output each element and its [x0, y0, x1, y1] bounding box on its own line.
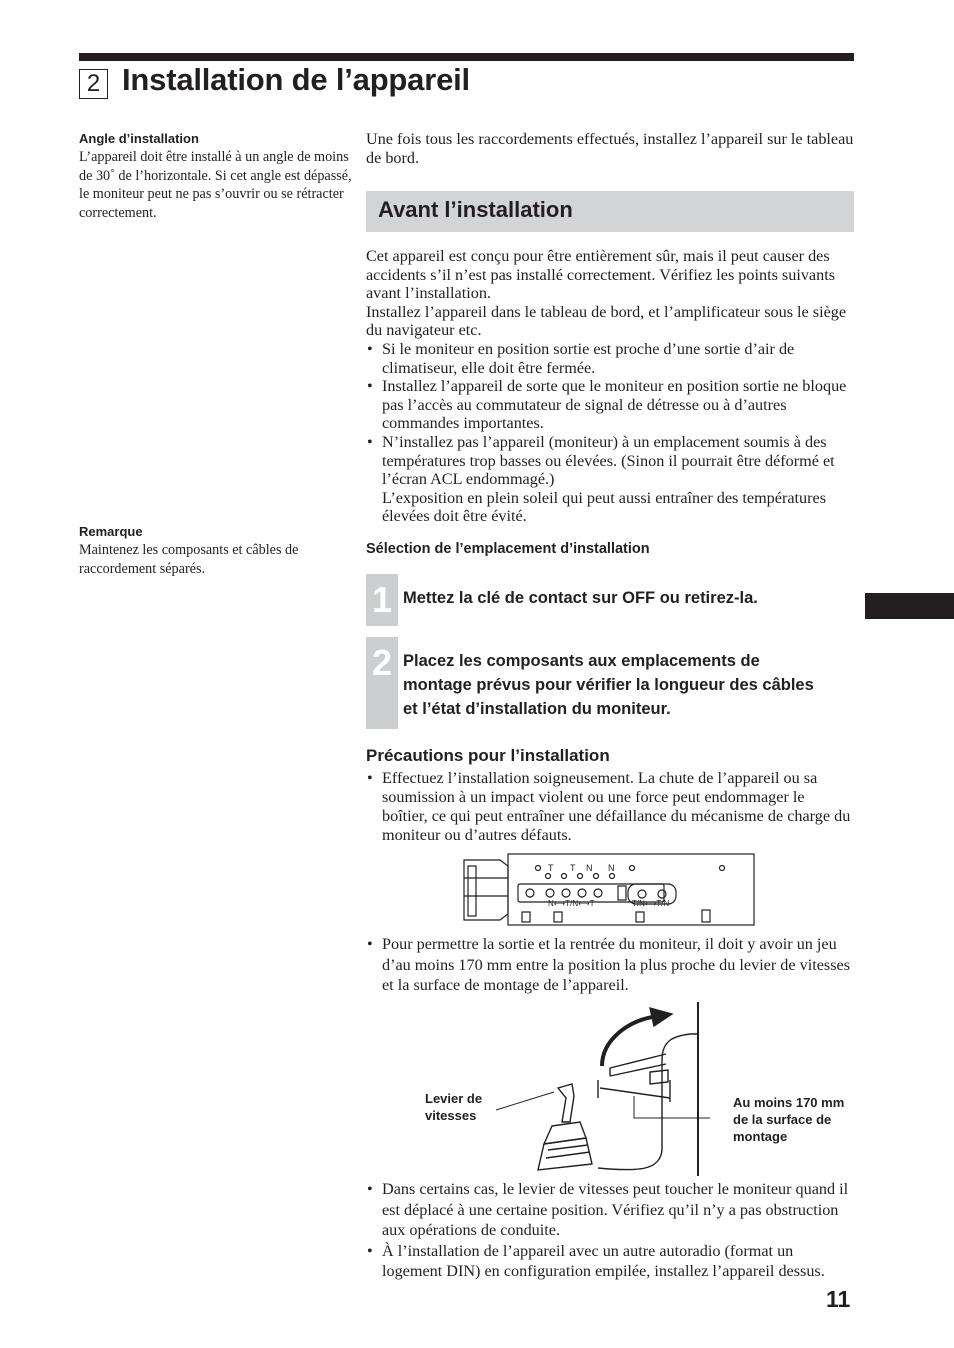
angle-text: L’appareil doit être installé à un angle de moins de 30˚ de l’horizontale. Si cet angle est dépassé, le moniteur peut ne pas s’ouvrir ou se rétracter correctement.: [79, 149, 352, 221]
band-title: Avant l’installation: [378, 197, 573, 222]
switch-label-right: T/N⟷T/N: [632, 899, 670, 908]
list-item: [366, 1241, 856, 1282]
terminal-label: N: [608, 863, 615, 873]
bullet-text: Dans certains cas, le levier de vitesses peut toucher le moniteur quand il est déplacé à une certaine position. Vérifiez qu’il n’y a pas obstruction aux opérations de conduite.: [382, 1180, 849, 1239]
bullet-dot: •: [367, 1241, 373, 1260]
bullet-text: Pour permettre la sortie et la rentrée du moniteur, il doit y avoir un jeu d’au moins 170 mm entre la position la plus proche du levier de vitesses et la surface de montage de l’appareil.: [382, 935, 850, 994]
clearance-figure: [490, 1000, 710, 1178]
bullet-text: Si le moniteur en position sortie est proche d’une sortie d’air de climatiseur, elle doit être fermée.: [382, 339, 795, 377]
before-install-text: [366, 247, 854, 526]
paragraph-1: Cet appareil est conçu pour être entièrement sûr, mais il peut causer des accidents s’il n’est pas installé correctement. Vérifiez les points suivants avant l’installation.: [366, 247, 835, 303]
bullet-dot: •: [367, 377, 373, 396]
bullet-continuation: L’exposition en plein soleil qui peut aussi entraîner des températures élevées doit être évité.: [382, 488, 826, 526]
step-2-number: 2: [366, 637, 398, 729]
step-2-text: Placez les composants aux emplacements de montage prévus pour vérifier la longueur des câbles et l’état d’installation du moniteur.: [403, 652, 814, 718]
list-item: [366, 769, 854, 845]
bullet-dot: •: [367, 339, 373, 358]
bullet-dot: •: [367, 1180, 373, 1198]
angle-heading: Angle d’installation: [79, 131, 199, 146]
list-item: [366, 1179, 856, 1241]
bullet-dot: •: [367, 432, 373, 451]
bullet-text: N’installez pas l’appareil (moniteur) à un emplacement soumis à des températures trop basses ou élevées. (Sinon il pourrait être déformé et l’écran ACL endommagé.): [382, 432, 835, 489]
remarque-text: Maintenez les composants et câbles de raccordement séparés.: [79, 542, 299, 577]
bullet-text: Installez l’appareil de sorte que le moniteur en position sortie ne bloque pas l’accès au commutateur de signal de détresse ou à d’autres commandes importantes.: [382, 377, 847, 433]
step-1-text: Mettez la clé de contact sur OFF ou retirez-la.: [403, 589, 758, 607]
top-rule: [79, 53, 854, 61]
terminal-label: N: [586, 863, 593, 873]
precautions-heading: Précautions pour l’installation: [366, 746, 610, 765]
selection-heading: Sélection de l’emplacement d’installation: [366, 541, 650, 557]
terminal-label: T: [548, 863, 554, 873]
switch-label-left: N⟷T/N⟷T: [548, 899, 595, 908]
list-item: [366, 377, 854, 433]
list-item: [366, 934, 854, 996]
bullet-dot: •: [367, 769, 373, 787]
bullet-text: Effectuez l’installation soigneusement. La chute de l’appareil ou sa soumission à un impact violent ou une force peut endommager le boîtier, ce qui peut entraîner une défaillance du mécanisme de charge du moniteur ou d’autres défauts.: [382, 769, 851, 844]
section-tab-marker: [865, 593, 954, 619]
page-number: 11: [826, 1286, 851, 1312]
precaution-item-2: [366, 934, 854, 996]
section-band: [366, 191, 854, 232]
intro-paragraph: Une fois tous les raccordements effectués, installez l’appareil sur le tableau de bord.: [366, 130, 854, 167]
list-item: [366, 433, 854, 526]
section-number-box: 2: [79, 69, 108, 99]
callout-distance: Au moins 170 mm de la surface de montage: [733, 1095, 845, 1144]
bullet-dot: •: [367, 935, 373, 953]
paragraph-2: Installez l’appareil dans le tableau de bord, et l’amplificateur sous le siège du navigateur etc.: [366, 302, 847, 340]
rear-panel-figure: [460, 848, 760, 930]
callout-gear-lever: Levier de vitesses: [425, 1091, 483, 1123]
bullet-text: À l’installation de l’appareil avec un autre autoradio (format un logement DIN) en configuration empilée, installez l’appareil dessus.: [382, 1241, 825, 1280]
list-item: [366, 340, 854, 377]
page-title: Installation de l’appareil: [122, 62, 470, 97]
terminal-label: T: [570, 863, 576, 873]
precaution-item-1: [366, 769, 854, 845]
step-1-number: 1: [366, 574, 398, 626]
precaution-items-3-4: [366, 1179, 856, 1282]
remarque-heading: Remarque: [79, 524, 143, 539]
